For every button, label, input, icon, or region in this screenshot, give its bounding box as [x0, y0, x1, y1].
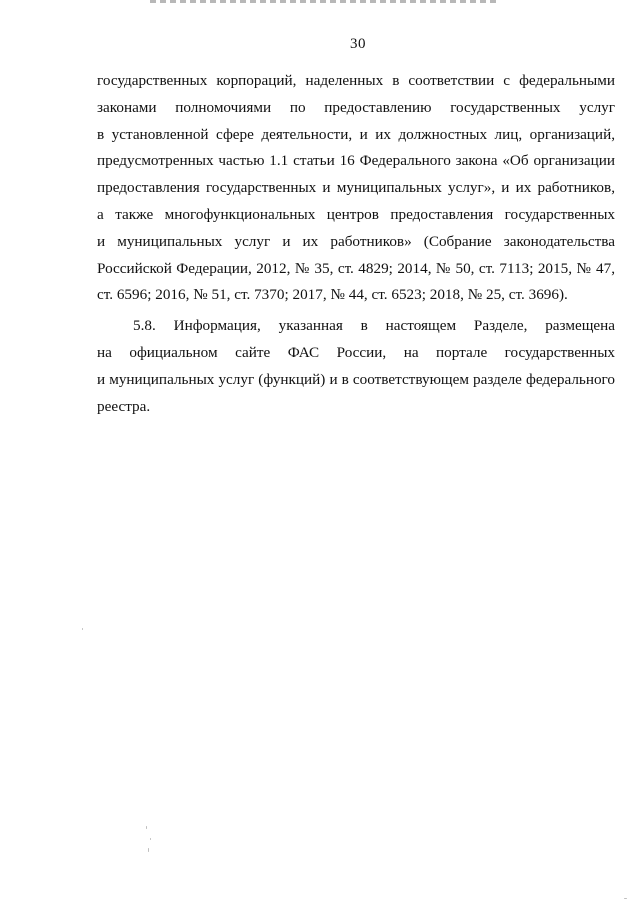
scan-speck [146, 826, 147, 829]
text-line: Российской Федерации, 2012, № 35, ст. 4829; 2014, № 50, ст. 7113; 2015, № 47, [97, 259, 615, 277]
text-line: предоставления государственных и муниципальных услуг», и их работников, [97, 179, 615, 197]
text-line: реестра. [97, 397, 151, 415]
text-line: предусмотренных частью 1.1 статьи 16 Федерального закона «Об организации [97, 152, 615, 170]
text-line: в установленной сфере деятельности, и их должностных лиц, организаций, [97, 125, 615, 143]
paragraph-5-8 [97, 313, 615, 420]
scan-top-edge [150, 0, 500, 3]
text-line: на официальном сайте ФАС России, на портале государственных [97, 343, 615, 361]
text-line: и муниципальных услуг и их работников» (Собрание законодательства [97, 232, 615, 250]
text-line: и муниципальных услуг (функций) и в соответствующем разделе федерального [97, 370, 615, 388]
paragraph-continued [97, 68, 615, 309]
text-line: государственных корпораций, наделенных в соответствии с федеральными [97, 72, 615, 89]
text-line: а также многофункциональных центров предоставления государственных [97, 205, 615, 223]
scan-speck [82, 628, 83, 630]
text-line: ст. 6596; 2016, № 51, ст. 7370; 2017, № 44, ст. 6523; 2018, № 25, ст. 3696). [97, 286, 568, 304]
text-line: 5.8. Информация, указанная в настоящем Разделе, размещена [133, 317, 615, 335]
page-number: 30 [350, 36, 366, 52]
document-body [97, 68, 615, 420]
scan-speck [624, 898, 627, 899]
scan-speck [148, 848, 149, 852]
text-line: законами полномочиями по предоставлению государственных услуг [97, 98, 615, 116]
scan-speck [150, 838, 151, 840]
